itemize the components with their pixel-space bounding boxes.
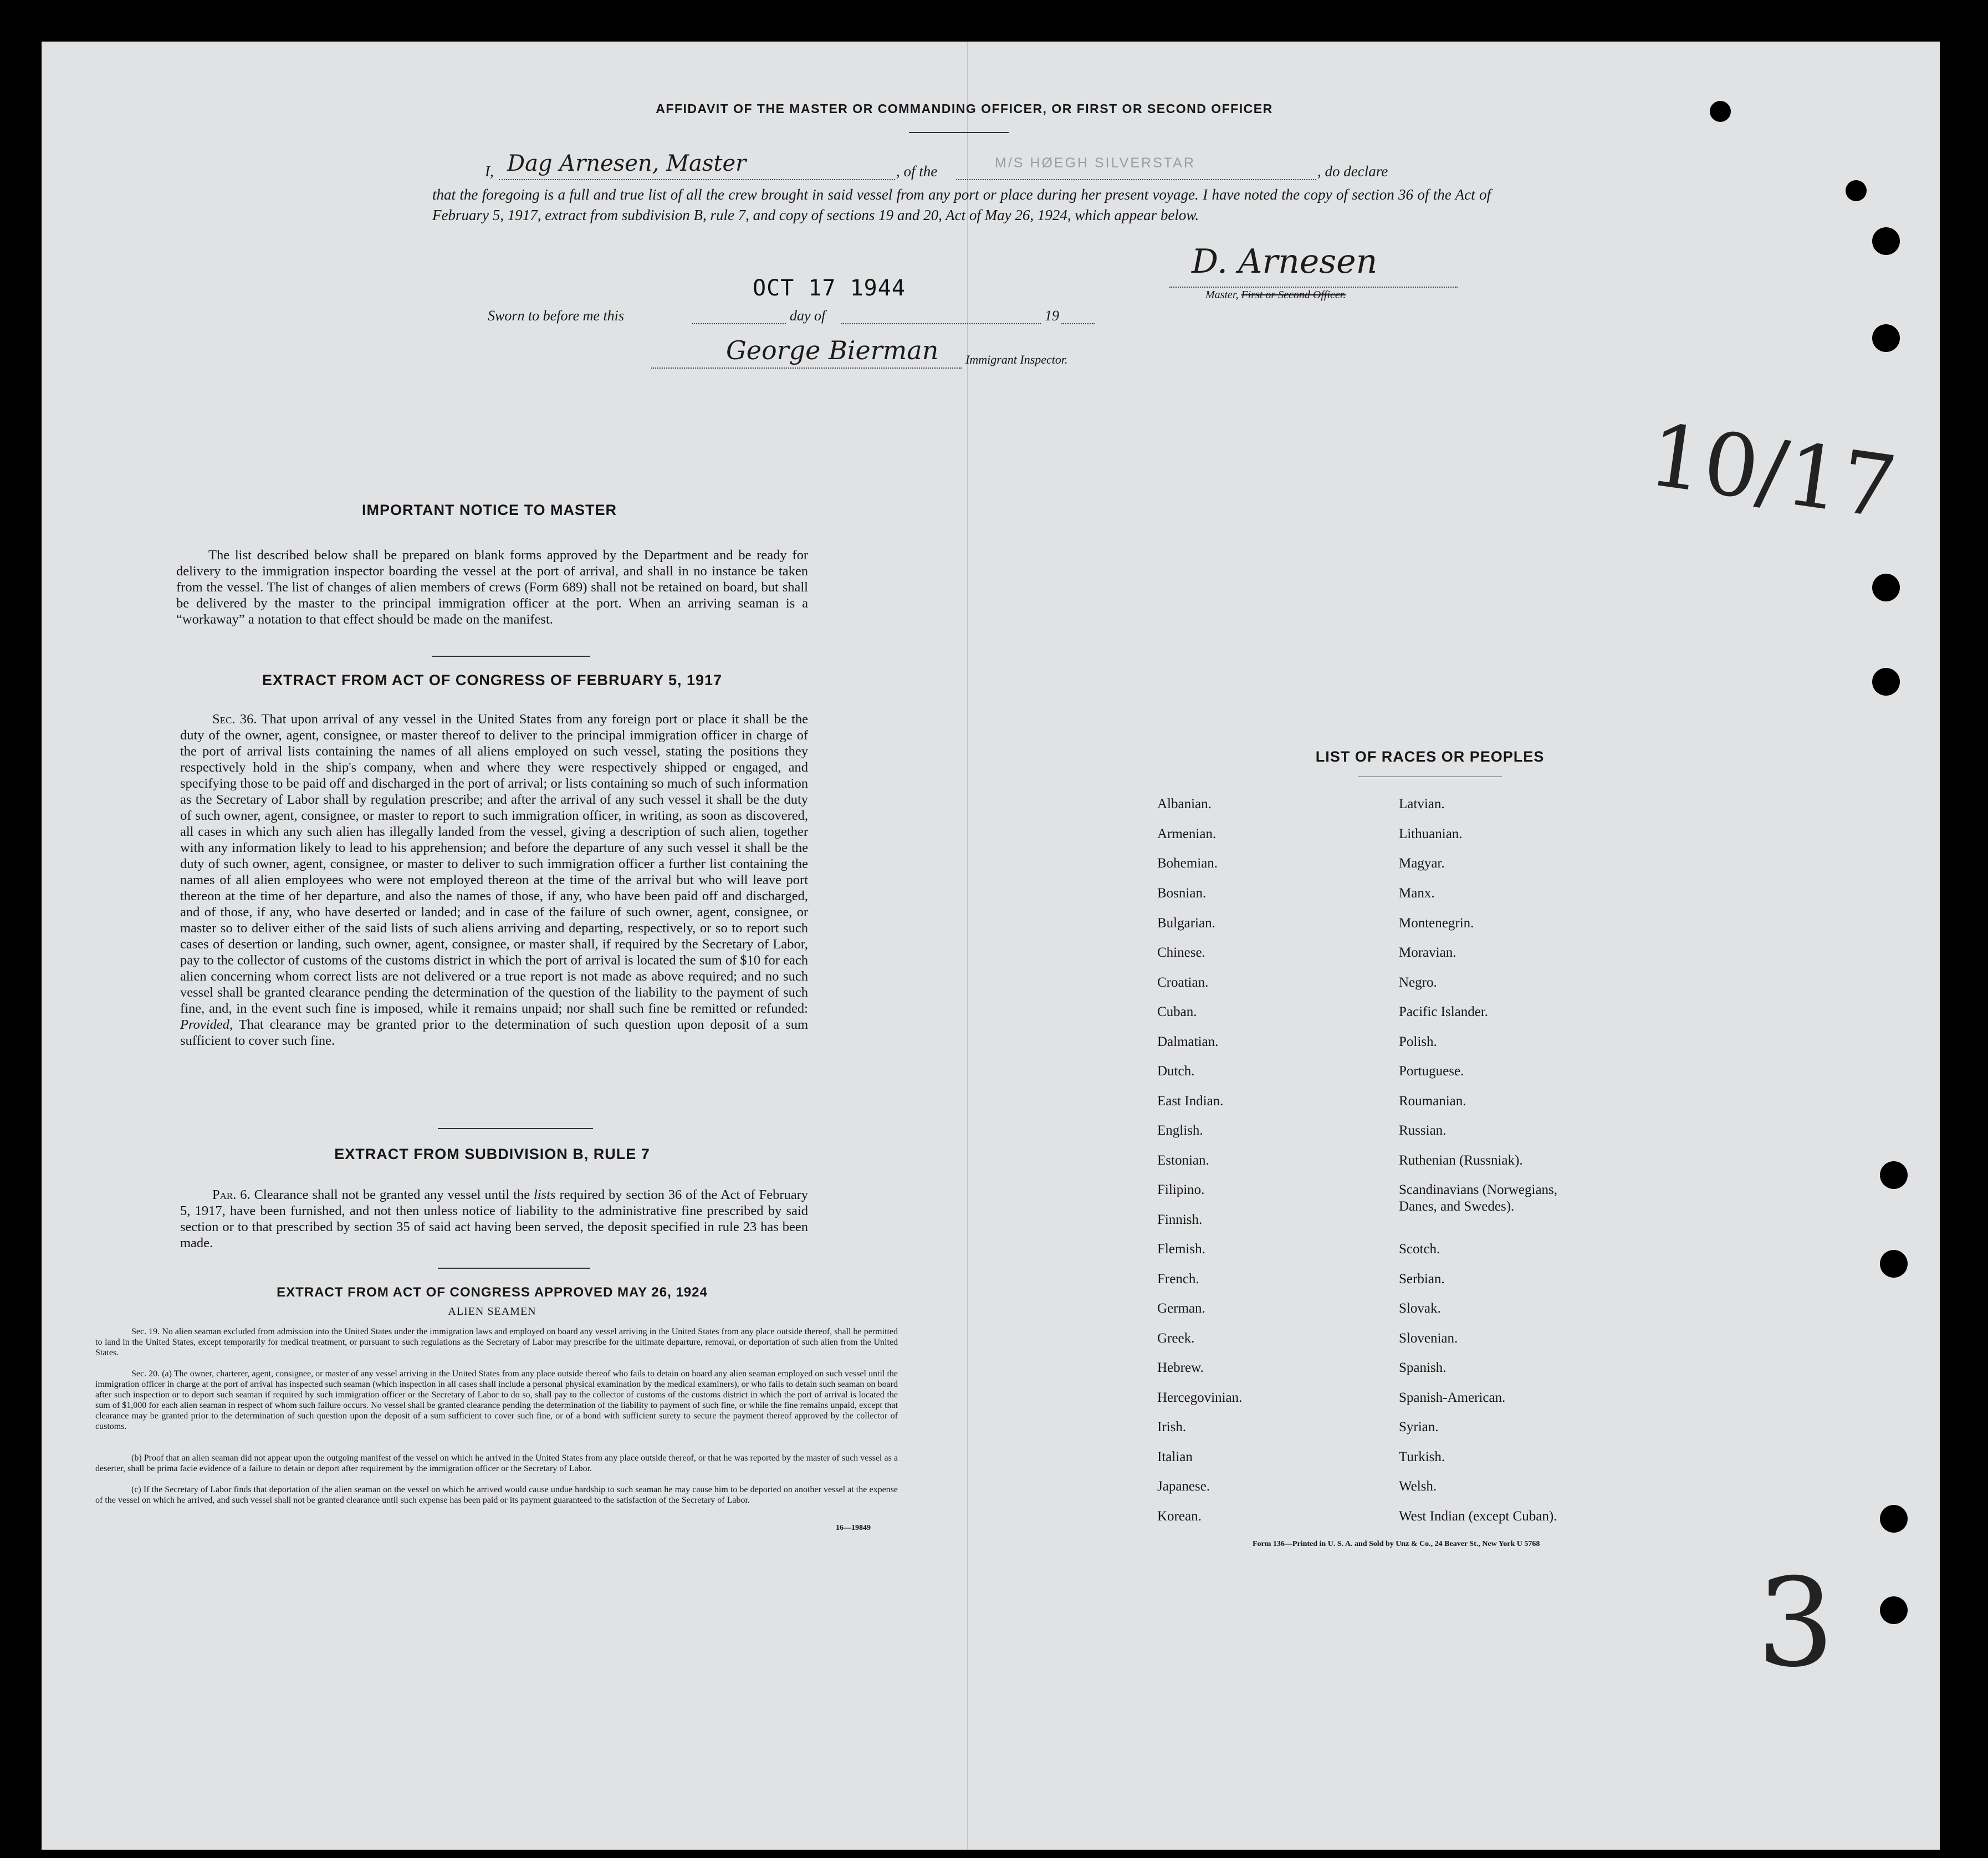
year-field (1061, 307, 1095, 324)
race-item: French. (1157, 1272, 1199, 1287)
race-item: West Indian (except Cuban). (1399, 1509, 1557, 1524)
title-divider (909, 132, 1009, 133)
race-item: Estonian. (1157, 1153, 1209, 1168)
race-item: Negro. (1399, 975, 1437, 990)
form-code: 16—19849 (836, 1524, 871, 1532)
sec36-label: Sec. 36. (212, 712, 257, 727)
race-item: Hebrew. (1157, 1360, 1204, 1375)
race-item: Filipino. (1157, 1182, 1205, 1197)
race-item: Latvian. (1399, 797, 1445, 811)
act1917-body (180, 711, 808, 1049)
sworn-line (488, 307, 1169, 329)
master-label: Master, (1205, 289, 1239, 301)
of-the-label: , of the (896, 163, 938, 180)
race-item: Montenegrin. (1399, 916, 1474, 931)
race-item: Ruthenian (Russniak). (1399, 1153, 1523, 1168)
punch-hole (1872, 324, 1900, 352)
race-item: Spanish-American. (1399, 1390, 1506, 1405)
provided-word: Provided, (180, 1017, 233, 1032)
day-of-label: day of (790, 308, 826, 324)
race-item: Portuguese. (1399, 1064, 1464, 1079)
punch-hole (1846, 180, 1867, 201)
signer-handwriting: Dag Arnesen, Master (507, 151, 747, 176)
rule7-text-b: required by section 36 of the Act of February 5, 1917, have been furnished, and not then unless notice of liability to the administrative fine prescribed by said section or to that prescribed by section 35 of said act having been served, the deposit specified in rule 23 has been made. (180, 1187, 809, 1250)
race-item: Polish. (1399, 1034, 1437, 1049)
handwritten-page-number: 3 (1757, 1552, 1834, 1694)
master-signature-line (1169, 242, 1458, 288)
day-field (692, 307, 786, 324)
vessel-stamp: M/S HØEGH SILVERSTAR (995, 155, 1195, 171)
race-item: Irish. (1157, 1420, 1187, 1435)
vessel-field (956, 155, 1316, 180)
do-declare-label: , do declare (1317, 163, 1388, 180)
handwritten-page-fraction: 10/17 (1643, 404, 1903, 539)
race-item: Manx. (1399, 886, 1435, 901)
race-item: Greek. (1157, 1331, 1195, 1346)
race-item: Armenian. (1157, 826, 1217, 841)
race-item: English. (1157, 1123, 1203, 1138)
race-item: Moravian. (1399, 945, 1456, 960)
punch-hole (1880, 1505, 1908, 1533)
rule7-body (180, 1187, 808, 1251)
sec20b-text: (b) Proof that an alien seaman did not appear upon the outgoing manifest of the vessel on which he arrived in the United States from any place outside thereof, or that he was reported by the master of such vessel as a deserter, shall be prima facie evidence of a failure to detain or deport after requirement by the immigration officer or the Secretary of Labor. (95, 1453, 898, 1473)
inspector-label: Immigrant Inspector. (965, 353, 1068, 366)
punch-hole (1872, 574, 1900, 601)
sec20c-text: (c) If the Secretary of Labor finds that deportation of the alien seaman on the vessel on which he arrived would cause undue hardship to such seaman he may cause him to be deported on another vessel at the expense of the vessel on which he arrived, and such vessel shall not be granted clearance until such expense has been paid or its payment guaranteed to the satisfaction of the Secretary of Labor. (95, 1485, 898, 1505)
race-item: Scotch. (1399, 1242, 1440, 1257)
race-item: Flemish. (1157, 1242, 1205, 1257)
lists-word: lists (534, 1187, 556, 1202)
race-item: Croatian. (1157, 975, 1209, 990)
race-item: Dutch. (1157, 1064, 1195, 1079)
section-divider (438, 1128, 593, 1129)
race-item: Dalmatian. (1157, 1034, 1219, 1049)
section-divider (432, 656, 590, 657)
race-item: Magyar. (1399, 856, 1445, 871)
punch-hole (1880, 1161, 1908, 1189)
par6-label: Par. 6. (212, 1187, 251, 1202)
race-item: Lithuanian. (1399, 826, 1463, 841)
punch-hole (1872, 668, 1900, 696)
race-item: Syrian. (1399, 1420, 1439, 1435)
punch-hole (1880, 1250, 1908, 1278)
race-item: Serbian. (1399, 1272, 1445, 1287)
i-label: I, (485, 163, 494, 180)
month-field (841, 307, 1041, 324)
year-prefix: 19 (1045, 308, 1059, 324)
notice-heading: IMPORTANT NOTICE TO MASTER (362, 502, 617, 518)
race-item: Cuban. (1157, 1004, 1197, 1019)
races-heading: LIST OF RACES OR PEOPLES (1315, 748, 1545, 765)
race-item: Bulgarian. (1157, 916, 1215, 931)
alien-seamen-subheading: ALIEN SEAMEN (448, 1305, 536, 1318)
race-item: Korean. (1157, 1509, 1202, 1524)
race-item: Japanese. (1157, 1479, 1210, 1494)
punch-hole (1710, 101, 1731, 122)
race-item: Pacific Islander. (1399, 1004, 1489, 1019)
master-title-row (1205, 289, 1346, 302)
affidavit-body: that the foregoing is a full and true list of all the crew brought in said vessel from any port or place during her present voyage. I have noted the copy of section 36 of the Act of February 5, 1917, extract from subdivision B, rule 7, and copy of sections 19 and 20, Act of May 26, 1924, which appear below. (432, 186, 1491, 223)
race-item: Welsh. (1399, 1479, 1437, 1494)
date-stamp: OCT 17 1944 (753, 275, 906, 301)
race-item: Finnish. (1157, 1212, 1203, 1227)
race-item: Bohemian. (1157, 856, 1218, 871)
sec36-text-end: That clearance may be granted prior to the determination of such question upon deposit of a sum sufficient to cover such fine. (180, 1017, 808, 1048)
inspector-signature: George Bierman (726, 335, 939, 365)
race-item: German. (1157, 1301, 1205, 1316)
sec36-text: That upon arrival of any vessel in the United States from any foreign port or place it shall be the duty of the owner, agent, consignee, or master thereof to deliver to the principal immigration officer in charge of the port of arrival lists containing the names of all aliens employed on such vessel, stating the positions they respectively hold in the ship's company, when and where they were respectively shipped or engaged, and specifying those to be paid off and discharged in the port of arrival; or lists containing so much of such information as the Secretary of Labor shall by regulation prescribe; and after the arrival of any such vessel it shall be the duty of such owner, agent, consignee, or master to report to such immigration officer, in writing, as soon as discovered, all cases in which any such alien has illegally landed from the vessel, giving a description of such alien, together with any information likely to lead to his apprehension; and before the departure of any such vessel it shall be the duty of such owner, agent, consignee, or master to deliver to such immigration officer a further list containing the names of all alien employees who were not employed thereon at the time of the arrival but who will leave port thereon at the time of her departure, and also the names of those, if any, who have been paid off and discharged, and of those, if any, who have deserted or landed; and in case of the failure of such owner, agent, consignee, or master so to deliver either of the said lists of such aliens arriving and departing, respectively, or so to report such cases of desertion or landing, such owner, agent, consignee, or master shall, if required by the Secretary of Labor, pay to the collector of customs of the customs district in which the port of arrival is located the sum of $10 for each alien concerning whom correct lists are not delivered or a true report is not made as above required; and no such vessel shall be granted clearance pending the determination of the question of the liability to the payment of such fine, and, in the event such fine is imposed, while it remains unpaid; nor shall such fine be remitted or refunded: (180, 712, 808, 1016)
rule7-text-a: Clearance shall not be granted any vessel until the (254, 1187, 530, 1202)
affidavit-title: AFFIDAVIT OF THE MASTER OR COMMANDING OFFICER, OR FIRST OR SECOND OFFICER (656, 101, 1273, 116)
race-item: Roumanian. (1399, 1094, 1466, 1109)
race-item: Hercegovinian. (1157, 1390, 1243, 1405)
race-item: Scandinavians (Norwegians, Danes, and Swedes). (1399, 1182, 1558, 1214)
race-item: Chinese. (1157, 945, 1205, 960)
declare-line (485, 151, 1491, 183)
sec20a-text: Sec. 20. (a) The owner, charterer, agent, consignee, or master of any vessel arriving in the United States from any place outside thereof who fails to detain on board any alien seaman employed on such vessel until the immigration officer in charge at the port of arrival has inspected such seaman (which inspection in all cases shall include a personal physical examination by the medical examiners), or who fails to detain such seaman on board after such inspection or to deport such seaman if required by such immigration officer or the Secretary of Labor to do so, shall pay to the collector of customs of the customs district in which the port of arrival is located the sum of $1,000 for each alien seaman in respect of whom such failure occurs. No vessel shall be granted clearance pending the determination of the liability to payment of such fine, or while the fine remains unpaid, except that clearance may be granted prior to the determination of such question upon the deposit of a sum sufficient to cover such fine, or of a bond with sufficient surety to secure the payment thereof approved by the collector of customs. (95, 1369, 898, 1431)
race-item: Turkish. (1399, 1449, 1445, 1464)
race-item: Slovak. (1399, 1301, 1441, 1316)
punch-hole (1880, 1596, 1908, 1624)
inspector-signature-line (651, 335, 962, 369)
act1924-heading: EXTRACT FROM ACT OF CONGRESS APPROVED MAY 26, 1924 (277, 1285, 708, 1300)
signer-field (499, 151, 895, 180)
race-item: Italian (1157, 1449, 1193, 1464)
first-second-officer-struck: First or Second Officer. (1241, 289, 1346, 301)
sec19-text: Sec. 19. No alien seaman excluded from admission into the United States under the immigration laws and employed on board any vessel arriving in the United States from any place outside thereof, shall be permitted to land in the United States, except temporarily for medical treatment, or pursuant to such regulations as the Secretary of Labor may prescribe for the ultimate departure, removal, or deportation of such alien from the United States. (95, 1327, 898, 1357)
notice-body: The list described below shall be prepared on blank forms approved by the Department and be ready for delivery to the immigration inspector boarding the vessel at the port of arrival, and shall in no instance be taken from the vessel. The list of changes of alien members of crews (Form 689) shall not be retained on board, but shall be delivered by the master to the principal immigration officer at the port. When an arriving seaman is a “workaway” a notation to that effect should be made on the manifest. (176, 548, 808, 627)
race-item: Spanish. (1399, 1360, 1447, 1375)
form-printer-line: Form 136—Printed in U. S. A. and Sold by Unz & Co., 24 Beaver St., New York U 5768 (1253, 1540, 1540, 1548)
section-divider (438, 1268, 590, 1269)
act1917-heading: EXTRACT FROM ACT OF CONGRESS OF FEBRUARY 5, 1917 (262, 672, 723, 688)
rule7-heading: EXTRACT FROM SUBDIVISION B, RULE 7 (334, 1146, 650, 1162)
race-item: Albanian. (1157, 797, 1212, 811)
race-item: Bosnian. (1157, 886, 1207, 901)
master-signature: D. Arnesen (1192, 242, 1378, 281)
sworn-label: Sworn to before me this (488, 308, 625, 324)
race-item: Slovenian. (1399, 1331, 1458, 1346)
race-item: East Indian. (1157, 1094, 1224, 1109)
race-item: Russian. (1399, 1123, 1447, 1138)
punch-hole (1872, 227, 1900, 255)
